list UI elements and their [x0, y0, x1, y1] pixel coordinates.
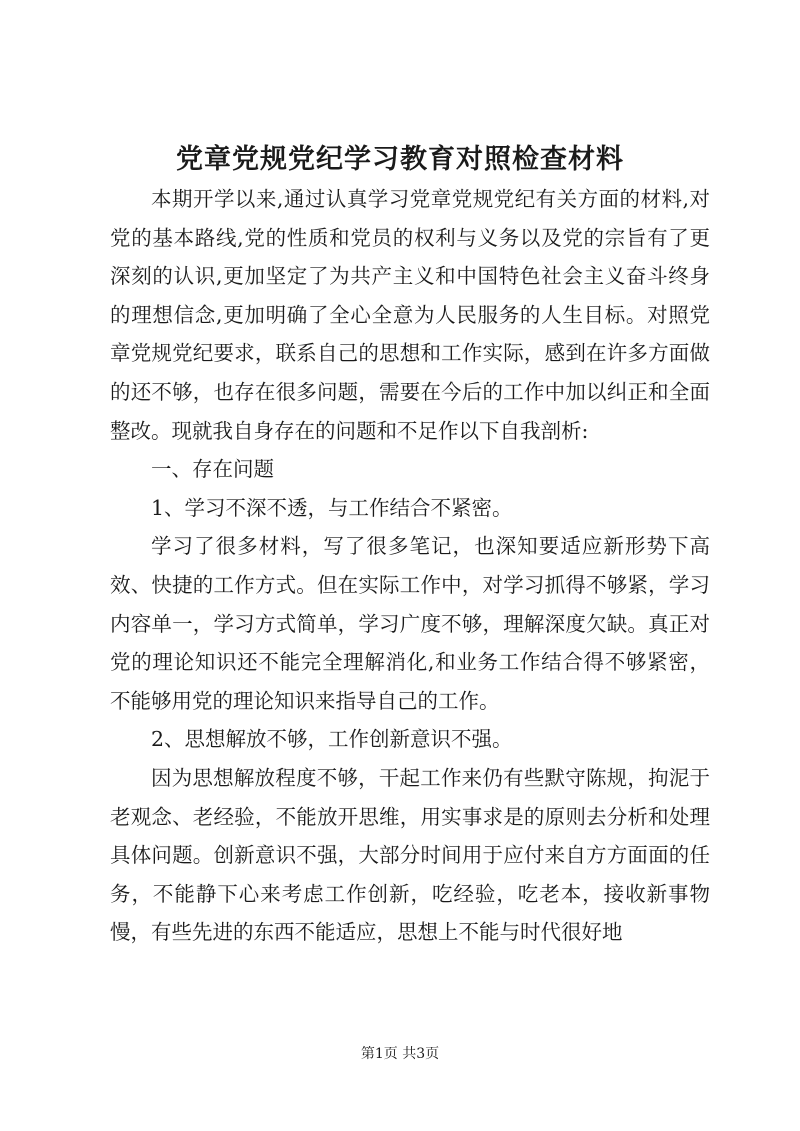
subheading-1: 1、学习不深不透，与工作结合不紧密。: [151, 495, 513, 520]
paragraph-2: 因为思想解放程度不够，干起工作来仍有些默守陈规，拘泥于老观念、老经验，不能放开思维，用实事求是的原则去分析和处理具体问题。创新意识不强，大部分时间用于应付来自方方面面的任务，不能静下心来考虑工作创新，吃经验，吃老本，接收新事物慢，有些先进的东西不能适应，思想上不能与时代很好地: [110, 765, 710, 945]
intro-paragraph: 本期开学以来,通过认真学习党章党规党纪有关方面的材料,对党的基本路线,党的性质和党员的权利与义务以及党的宗旨有了更深刻的认识,更加坚定了为共产主义和中国特色社会主义奋斗终身的理想信念,更加明确了全心全意为人民服务的人生目标。对照党章党规党纪要求，联系自己的思想和工作实际，感到在许多方面做的还不够，也存在很多问题，需要在今后的工作中加以纠正和全面整改。现就我自身存在的问题和不足作以下自我剖析:: [110, 187, 710, 443]
document-body: [110, 180, 710, 952]
paragraph-1: 学习了很多材料，写了很多笔记，也深知要适应新形势下高效、快捷的工作方式。但在实际工作中，对学习抓得不够紧，学习内容单一，学习方式简单，学习广度不够，理解深度欠缺。真正对党的理论知识还不能完全理解消化,和业务工作结合得不够紧密，不能够用党的理论知识来指导自己的工作。: [110, 534, 710, 713]
page-footer: 第1页 共3页: [360, 1046, 440, 1062]
section-heading: 一、存在问题: [151, 457, 274, 482]
subheading-2: 2、思想解放不够，工作创新意识不强。: [151, 727, 513, 752]
document-title: 党章党规党纪学习教育对照检查材料: [176, 144, 624, 175]
